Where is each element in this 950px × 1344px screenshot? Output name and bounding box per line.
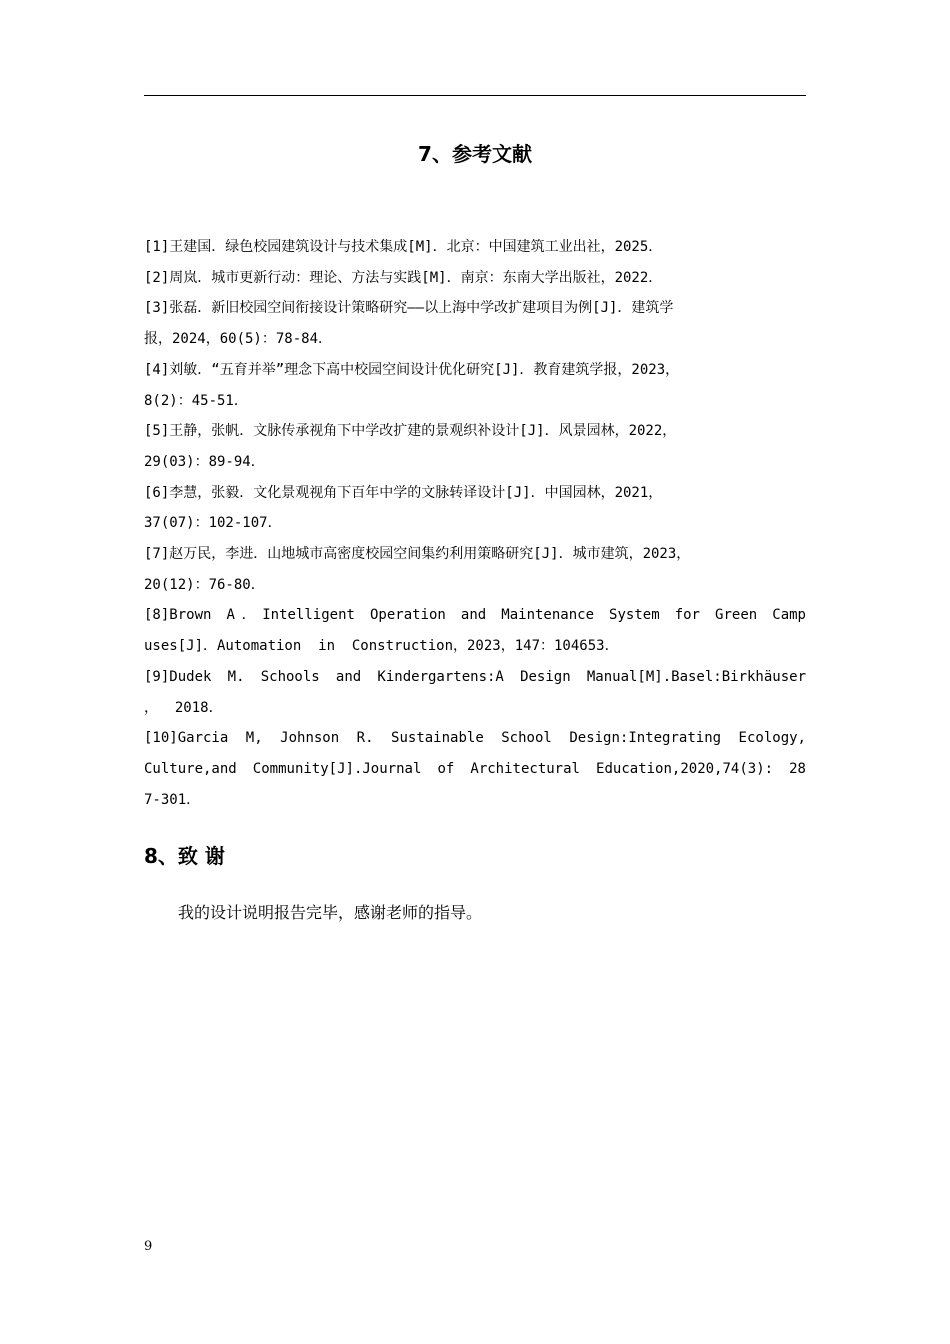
reference-line: Culture,and Community[J].Journal of Architectural Education,2020,74(3): 28 <box>144 760 806 777</box>
reference-line: 29(03)：89-94． <box>144 453 265 470</box>
references-title: 7、参考文献 <box>418 142 532 166</box>
acknowledgement-text: 我的设计说明报告完毕，感谢老师的指导。 <box>178 903 483 922</box>
reference-line: 8(2)：45-51． <box>144 392 248 409</box>
reference-item-8 <box>144 600 806 661</box>
reference-line: 7-301． <box>144 791 201 808</box>
header-rule <box>144 95 806 96</box>
reference-line: uses[J]．Automation in Construction，2023，147：104653． <box>144 638 619 655</box>
page-number: 9 <box>144 1239 153 1254</box>
reference-item-1 <box>144 232 806 263</box>
reference-item-7 <box>144 539 806 600</box>
reference-line: [6]李慧，张毅．文化景观视角下百年中学的文脉转译设计[J]．中国园林，2021， <box>144 484 663 501</box>
reference-line: 37(07)：102-107． <box>144 515 282 532</box>
reference-line: [8]Brown A．Intelligent Operation and Maintenance System for Green Camp <box>144 607 806 624</box>
reference-item-3 <box>144 293 806 354</box>
reference-list <box>144 232 806 815</box>
reference-line: [1]王建国．绿色校园建筑设计与技术集成[M]．北京：中国建筑工业出社，2025． <box>144 239 663 255</box>
reference-item-6 <box>144 478 806 539</box>
reference-line: [9]Dudek M. Schools and Kindergartens:A Design Manual[M].Basel:Birkhäuser <box>144 668 806 685</box>
reference-line: 报，2024，60(5)：78-84． <box>144 331 333 348</box>
reference-line: [3]张磊．新旧校园空间衔接设计策略研究——以上海中学改扩建项目为例[J]．建筑学 <box>144 300 674 317</box>
reference-item-10 <box>144 723 806 815</box>
reference-line: [5]王静，张帆．文脉传承视角下中学改扩建的景观织补设计[J]．风景园林，2022， <box>144 423 677 440</box>
reference-line: 20(12)：76-80． <box>144 576 265 593</box>
reference-line: [7]赵万民，李进．山地城市高密度校园空间集约利用策略研究[J]．城市建筑，2023， <box>144 546 691 563</box>
reference-line: [2]周岚．城市更新行动：理论、方法与实践[M]．南京：东南大学出版社，2022． <box>144 269 663 286</box>
acknowledgement-title: 8、致 谢 <box>144 844 225 868</box>
reference-item-9 <box>144 662 806 723</box>
reference-item-5 <box>144 416 806 477</box>
reference-line: [4]刘敏．“五育并举”理念下高中校园空间设计优化研究[J]．教育建筑学报，2023， <box>144 361 680 378</box>
reference-line: ， 2018． <box>144 699 223 716</box>
reference-item-2 <box>144 263 806 294</box>
reference-line: [10]Garcia M, Johnson R. Sustainable School Design:Integrating Ecology, <box>144 730 806 747</box>
reference-item-4 <box>144 355 806 416</box>
